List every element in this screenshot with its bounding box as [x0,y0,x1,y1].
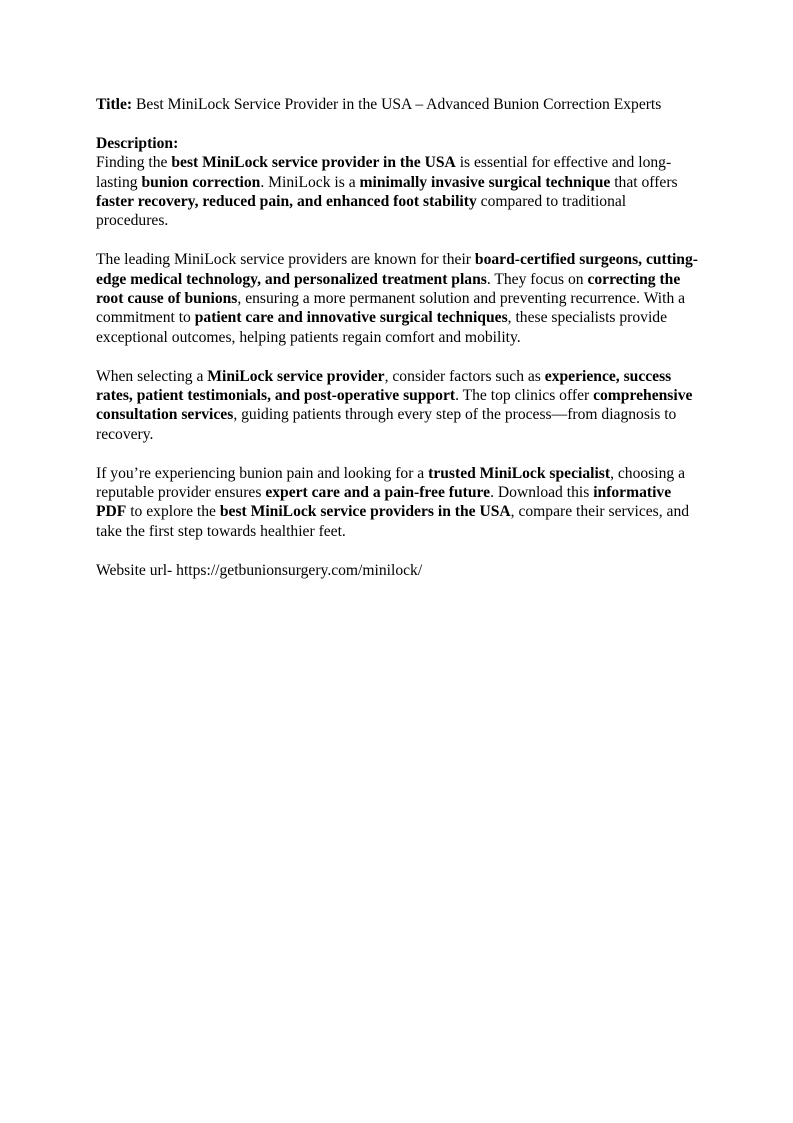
document-body [96,95,699,599]
title-text: Best MiniLock Service Provider in the USA – Advanced Bunion Correction Experts [132,96,662,113]
text-run: When selecting a [96,367,208,385]
bold-run: board-certified surgeons, cutting-edge medical technology, and personalized treatment plans [96,251,698,288]
paragraph-4 [96,464,699,542]
text-run: Finding the [96,154,172,172]
bold-run: bunion correction [141,173,261,191]
text-run: , guiding patients through every step of the process—from diagnosis to recovery. [96,406,677,443]
text-run: that offers [610,173,678,191]
text-run: , compare their services, and take the first step towards healthier feet. [96,503,690,540]
bold-run: minimally invasive surgical technique [359,173,611,191]
title-label: Title: [96,96,133,113]
text-run: , choosing a reputable provider ensures [96,464,686,502]
text-run: The leading MiniLock service providers are known for their [96,251,475,269]
bold-run: expert care and a pain-free future [265,484,491,502]
text-run: . The top clinics offer [455,387,594,405]
bold-run: informative PDF [96,484,672,521]
description-heading: Description: [96,134,179,152]
paragraph-3 [96,367,699,445]
bold-run: comprehensive consultation services [96,387,693,424]
text-run: . MiniLock is a [260,173,360,191]
text-run: If you’re experiencing bunion pain and looking for a [96,464,429,482]
bold-run: patient care and innovative surgical techniques [194,309,508,327]
bold-run: faster recovery, reduced pain, and enhanced foot stability [96,193,477,211]
text-run: to explore the [126,503,220,521]
bold-run: correcting the root cause of bunions [96,270,681,308]
paragraph-1 [96,153,699,231]
text-run: . Download this [490,484,594,502]
title-line [96,95,699,114]
text-run: , ensuring a more permanent solution and preventing recurrence. With a commitment to [96,290,686,327]
paragraph-2 [96,250,699,347]
website-url: Website url- https://getbunionsurgery.com/minilock/ [96,561,423,579]
bold-run: experience, success rates, patient testimonials, and post-operative support [96,367,672,405]
bold-run: best MiniLock service provider in the USA [171,154,456,172]
text-run: . They focus on [486,270,588,288]
bold-run: best MiniLock service providers in the USA [219,503,511,521]
text-run: compared to traditional procedures. [96,193,627,230]
bold-run: MiniLock service provider [207,367,385,385]
bold-run: trusted MiniLock specialist [428,464,611,482]
text-run: , these specialists provide exceptional outcomes, helping patients regain comfort and mobility. [96,309,668,346]
text-run: is essential for effective and long-lasting [96,154,672,191]
text-run: , consider factors such as [384,367,545,385]
